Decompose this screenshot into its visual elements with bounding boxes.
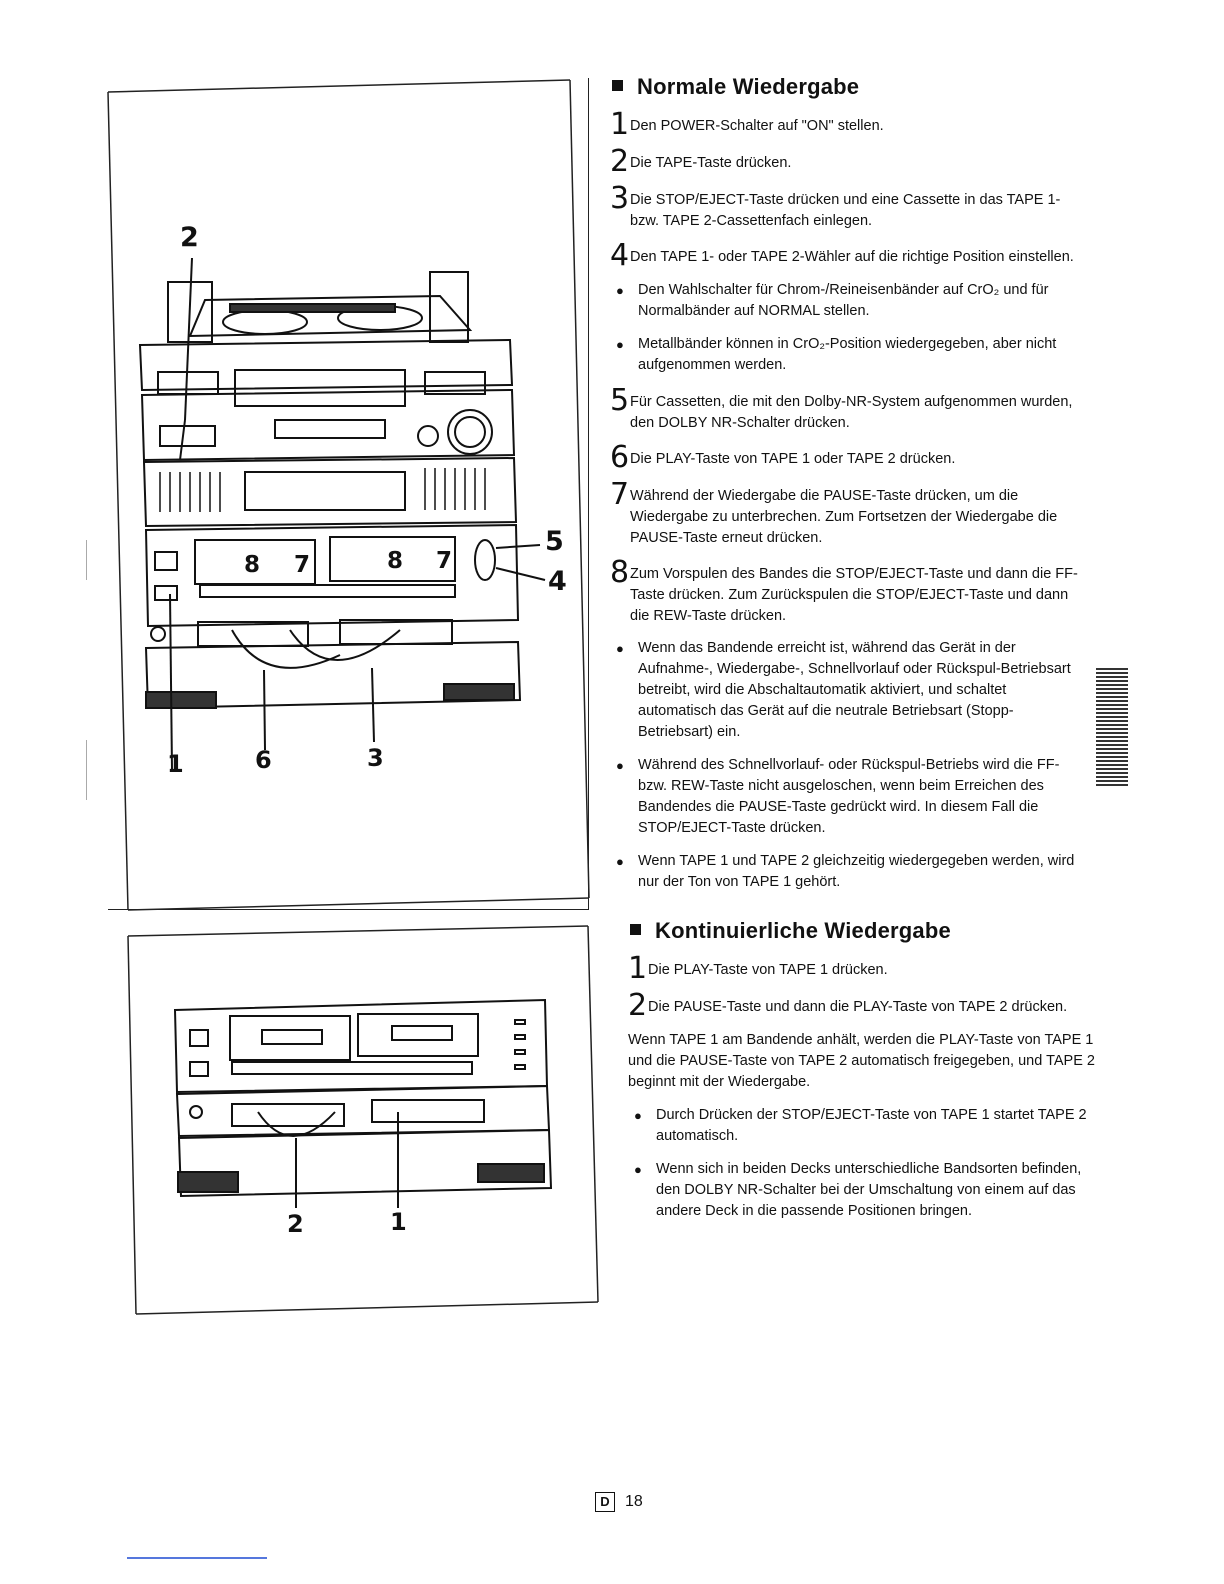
section-title-continuous-playback (630, 918, 951, 944)
step (610, 383, 1088, 434)
bullet-text: Metallbänder können in CrO₂-Position wiedergegeben, aber nicht aufgenommen werden. (638, 336, 1057, 373)
margin-mark (86, 540, 87, 580)
section-1-steps (610, 107, 1088, 905)
bullet-icon: ● (616, 283, 624, 298)
callout-2: 2 (180, 222, 199, 253)
step-number: 5 (610, 383, 630, 418)
step-number: 1 (610, 107, 630, 142)
bullet-icon: ● (634, 1162, 642, 1177)
section-2-paragraph: Wenn TAPE 1 am Bandende anhält, werden die PLAY-Taste von TAPE 1 und die PAUSE-Taste von TAPE 2 automatisch freigegeben, und TAPE 2 beginnt mit der Wiedergabe. (628, 1032, 1095, 1090)
callout-5: 5 (545, 526, 564, 557)
step (610, 477, 1088, 549)
page-footer (595, 1492, 643, 1512)
step (610, 238, 1088, 273)
bullet-text: Durch Drücken der STOP/EJECT-Taste von TAPE 1 startet TAPE 2 automatisch. (656, 1107, 1087, 1144)
bullet-item (610, 851, 1088, 893)
bullet-item (610, 334, 1088, 376)
language-badge: D (595, 1492, 615, 1512)
edge-stripe-mark (1096, 668, 1128, 788)
step (610, 555, 1088, 627)
callout-fig2-2: 2 (287, 1210, 304, 1238)
bullet-item (628, 1159, 1106, 1222)
callout-8b: 8 (387, 548, 404, 574)
step-text: Während der Wiedergabe die PAUSE-Taste drücken, um die Wiedergabe zu unterbrechen. Zum Fortsetzen der Wiedergabe die PAUSE-Taste erneut drücken. (630, 488, 1058, 546)
bullet-icon: ● (616, 337, 624, 352)
step-text: Den POWER-Schalter auf "ON" stellen. (630, 118, 884, 134)
step (610, 144, 1088, 179)
section-title-normal-playback (612, 74, 859, 100)
heading-square-icon (630, 924, 641, 935)
step-text: Zum Vorspulen des Bandes die STOP/EJECT-Taste und dann die FF-Taste drücken. Zum Zurückspulen die STOP/EJECT-Taste und dann die REW-Taste drücken. (630, 566, 1078, 624)
bullet-text: Wenn das Bandende erreicht ist, während das Gerät in der Aufnahme-, Wiedergabe-, Schnellvorlauf oder Rückspul-Betriebsart betreibt, wird die Abschaltautomatik aktiviert, und schaltet automatisch das Gerät auf die neutrale Betriebsart (Stopp-Betriebsart) ein. (638, 640, 1071, 740)
step-number: 4 (610, 238, 630, 273)
bullet-text: Während des Schnellvorlauf- oder Rückspul-Betriebs wird die FF- bzw. REW-Taste nicht ausgeloschen, wenn beim Erreichen des Bandendes die PAUSE-Taste gedrückt wird. In diesem Fall die STOP/EJECT-Taste drücken. (638, 757, 1060, 836)
margin-mark (86, 740, 87, 800)
scan-edge-line (127, 1557, 267, 1559)
step-number: 1 (628, 951, 648, 986)
callout-4: 4 (548, 566, 567, 597)
bullet-icon: ● (616, 641, 624, 656)
bullet-item (628, 1105, 1106, 1147)
step (610, 107, 1088, 142)
callout-3: 3 (367, 744, 384, 772)
bullet-text: Wenn sich in beiden Decks unterschiedliche Bandsorten befinden, den DOLBY NR-Schalter bei der Umschaltung von einem auf das andere Deck in die passende Positionen bringen. (656, 1161, 1082, 1219)
callout-fig2-1: 1 (390, 1208, 407, 1236)
step-text: Die PLAY-Taste von TAPE 1 oder TAPE 2 drücken. (630, 451, 956, 467)
step-number: 8 (610, 555, 630, 590)
callout-8a: 8 (244, 552, 261, 578)
bullet-text: Den Wahlschalter für Chrom-/Reineisenbänder auf CrO₂ und für Normalbänder auf NORMAL stellen. (638, 282, 1049, 319)
callout-1: 1 (167, 750, 184, 778)
bullet-icon: ● (616, 758, 624, 773)
step-number: 7 (610, 477, 630, 512)
page-number: 18 (625, 1493, 643, 1510)
bullet-item (610, 755, 1088, 839)
callout-6: 6 (255, 746, 272, 774)
section-2-steps (628, 951, 1106, 1234)
heading-square-icon (612, 80, 623, 91)
step (610, 440, 1088, 475)
step-text: Den TAPE 1- oder TAPE 2-Wähler auf die richtige Position einstellen. (630, 249, 1074, 265)
step (610, 181, 1088, 232)
step-text: Die STOP/EJECT-Taste drücken und eine Cassette in das TAPE 1- bzw. TAPE 2-Cassettenfach einlegen. (630, 192, 1061, 229)
section-2-title-text: Kontinuierliche Wiedergabe (655, 918, 951, 943)
step-text: Die TAPE-Taste drücken. (630, 155, 792, 171)
bullet-icon: ● (616, 854, 624, 869)
step-text: Die PAUSE-Taste und dann die PLAY-Taste von TAPE 2 drücken. (648, 999, 1068, 1015)
step-text: Die PLAY-Taste von TAPE 1 drücken. (648, 962, 888, 978)
step-number: 3 (610, 181, 630, 216)
bullet-item (610, 280, 1088, 322)
section-1-title-text: Normale Wiedergabe (637, 74, 860, 99)
step-text: Für Cassetten, die mit den Dolby-NR-System aufgenommen wurden, den DOLBY NR-Schalter drücken. (630, 394, 1073, 431)
callout-7a: 7 (294, 552, 311, 578)
step (628, 988, 1106, 1023)
step (628, 951, 1106, 986)
bullet-icon: ● (634, 1108, 642, 1123)
bullet-item (610, 638, 1088, 743)
step-number: 6 (610, 440, 630, 475)
bullet-text: Wenn TAPE 1 und TAPE 2 gleichzeitig wiedergegeben werden, wird nur der Ton von TAPE 1 gehört. (638, 853, 1075, 890)
step-number: 2 (610, 144, 630, 179)
step-number: 2 (628, 988, 648, 1023)
callout-7b: 7 (436, 548, 453, 574)
